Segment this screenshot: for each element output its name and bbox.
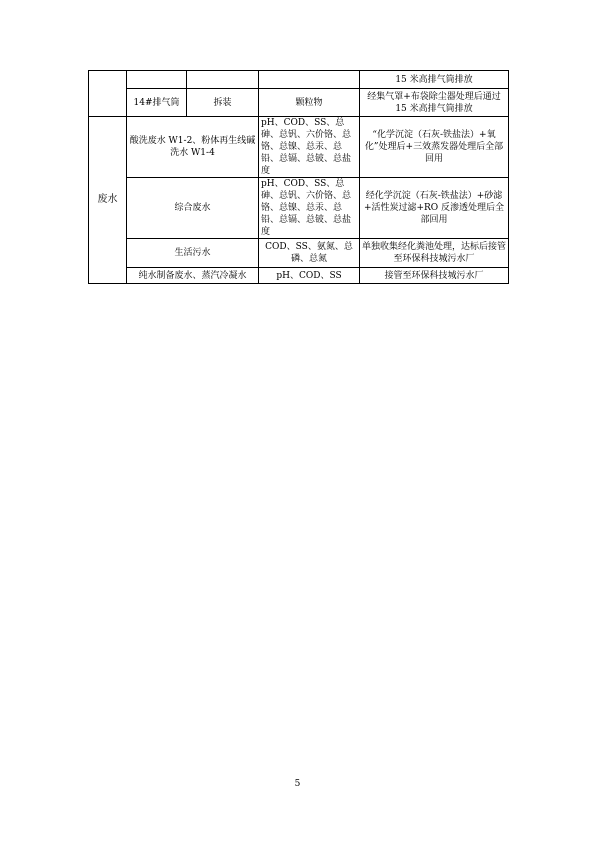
pollutant-cell: 颗粒物 xyxy=(259,89,360,117)
source-cell: 酸洗废水 W1-2、粉体再生线碱洗水 W1-4 xyxy=(127,117,259,178)
pollution-control-table xyxy=(88,70,509,284)
process-cell xyxy=(187,71,259,89)
table-row xyxy=(89,89,509,117)
table-row xyxy=(89,239,509,268)
source-cell: 综合废水 xyxy=(127,178,259,239)
source-cell: 生活污水 xyxy=(127,239,259,268)
pollutant-cell: pH、COD、SS、总砷、总钒、六价铬、总铬、总镍、总汞、总铅、总镉、总铍、总盐度 xyxy=(259,178,360,239)
measure-cell: 15 米高排气筒排放 xyxy=(360,71,509,89)
measure-cell: 单独收集经化粪池处理，达标后接管至环保科技城污水厂 xyxy=(360,239,509,268)
measure-cell: 接管至环保科技城污水厂 xyxy=(360,268,509,284)
category-cell-empty xyxy=(89,71,127,117)
source-cell: 14#排气筒 xyxy=(127,89,187,117)
source-cell xyxy=(127,71,187,89)
measure-cell: “化学沉淀（石灰-铁盐法）+氧化”处理后+三效蒸发器处理后全部回用 xyxy=(360,117,509,178)
page-number: 5 xyxy=(294,779,301,789)
table-row xyxy=(89,268,509,284)
measure-cell: 经化学沉淀（石灰-铁盐法）+砂滤+活性炭过滤+RO 反渗透处理后全部回用 xyxy=(360,178,509,239)
measure-cell: 经集气罩+布袋除尘器处理后通过 15 米高排气筒排放 xyxy=(360,89,509,117)
source-cell: 纯水制备废水、蒸汽冷凝水 xyxy=(127,268,259,284)
pollutant-cell: COD、SS、氨氮、总磷、总氮 xyxy=(259,239,360,268)
process-cell: 拆装 xyxy=(187,89,259,117)
table-row xyxy=(89,178,509,239)
pollutant-cell xyxy=(259,71,360,89)
table-row xyxy=(89,71,509,89)
pollutant-cell: pH、COD、SS、总砷、总钒、六价铬、总铬、总镍、总汞、总铅、总镉、总铍、总盐度 xyxy=(259,117,360,178)
table-row xyxy=(89,117,509,178)
pollutant-cell: pH、COD、SS xyxy=(259,268,360,284)
category-cell-wastewater: 废水 xyxy=(89,117,127,284)
